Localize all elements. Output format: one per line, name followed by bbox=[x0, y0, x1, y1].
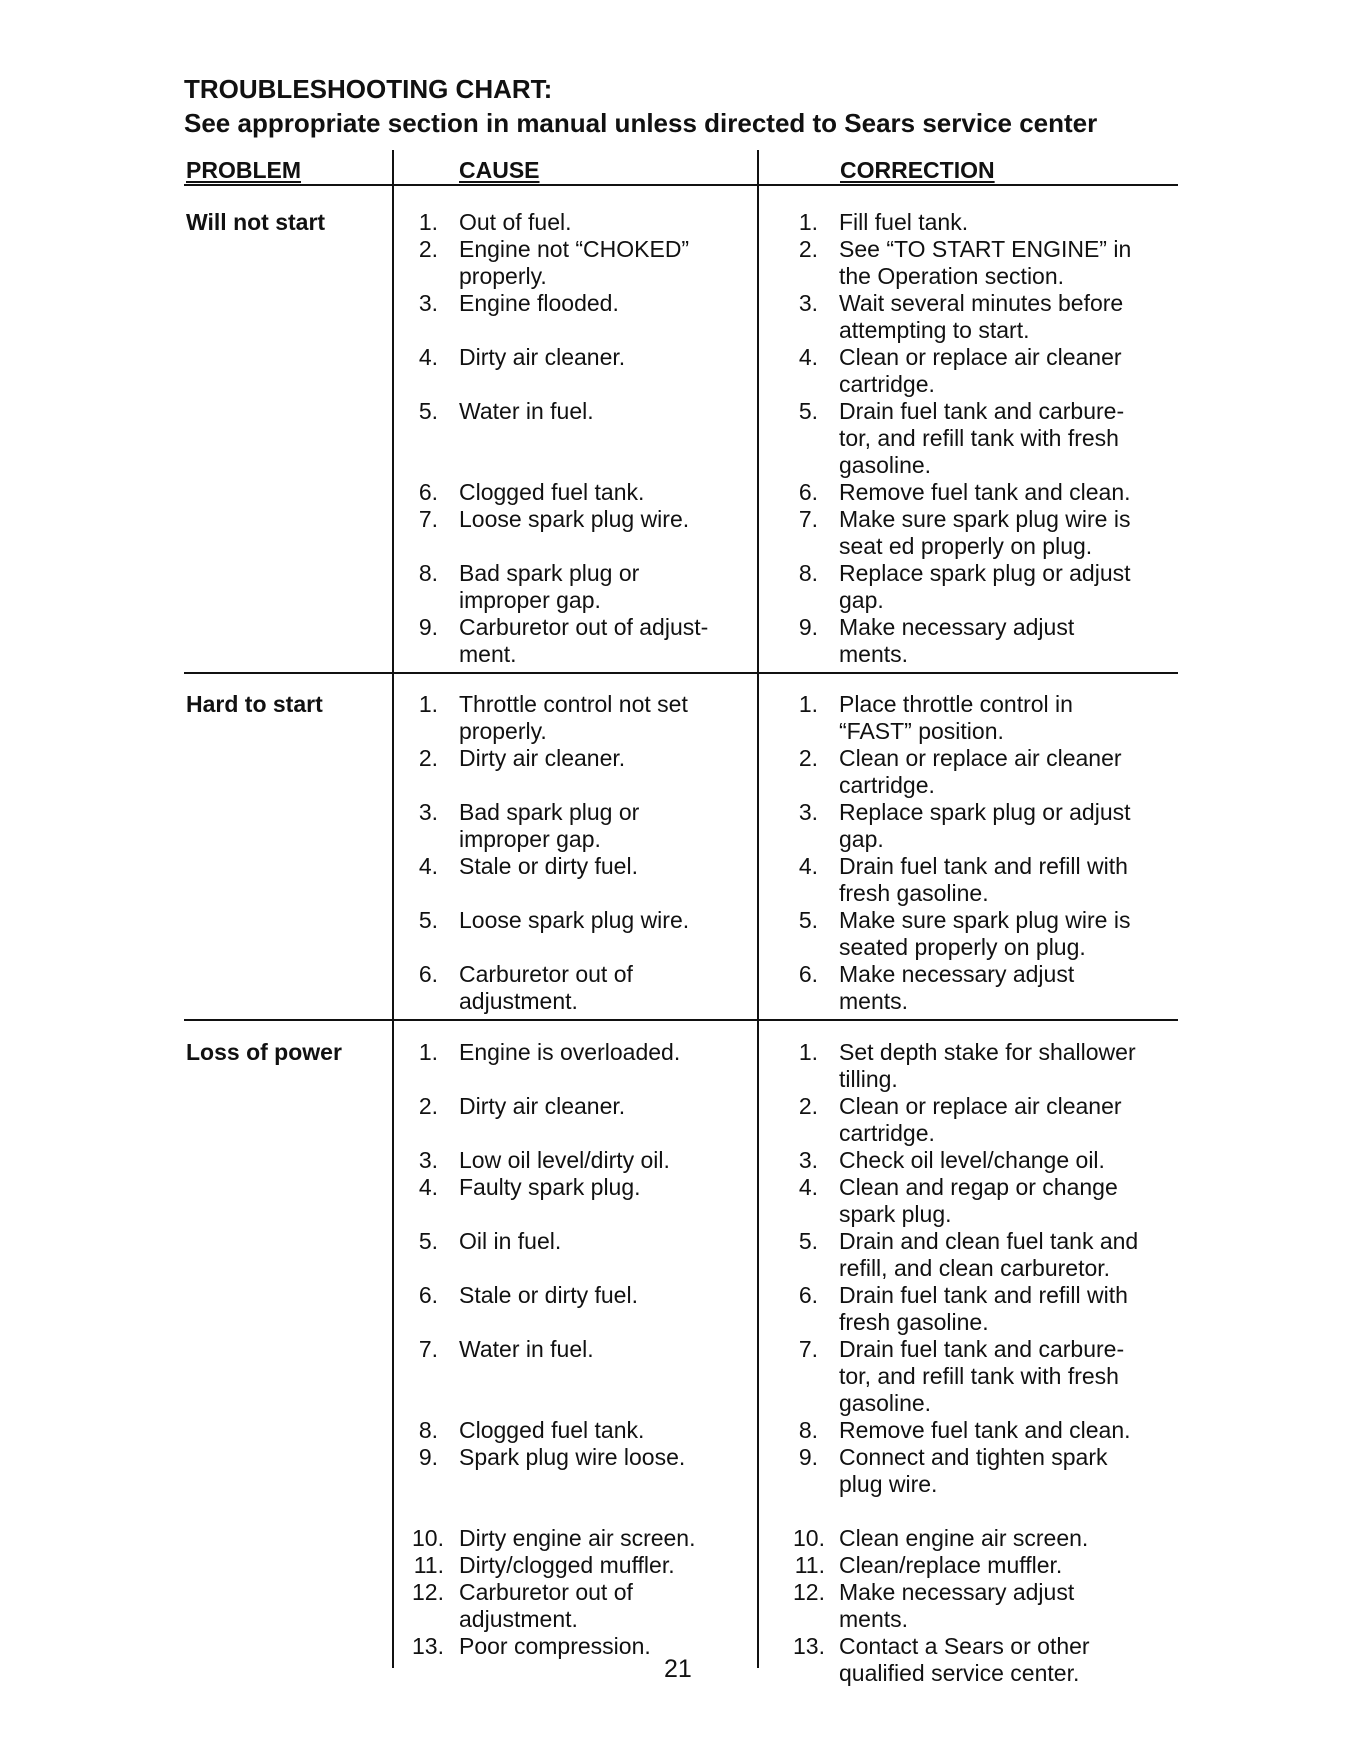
correction-number: 9. bbox=[798, 1444, 818, 1470]
section-divider bbox=[184, 672, 1178, 674]
cause-text: Throttle control not set bbox=[459, 691, 688, 717]
cause-number: 4. bbox=[418, 1174, 438, 1200]
correction-text: Wait several minutes before bbox=[839, 290, 1124, 316]
chart-subtitle: See appropriate section in manual unless directed to Sears service center bbox=[184, 108, 1098, 138]
cause-text: Low oil level/dirty oil. bbox=[459, 1147, 670, 1173]
correction-number: 7. bbox=[798, 1336, 818, 1362]
cause-number: 11. bbox=[413, 1552, 444, 1578]
correction-number: 3. bbox=[798, 290, 818, 316]
correction-text: gap. bbox=[839, 826, 884, 852]
correction-text: Make sure spark plug wire is bbox=[839, 907, 1131, 933]
correction-text: attempting to start. bbox=[839, 317, 1030, 343]
cause-text: Engine not “CHOKED” bbox=[459, 236, 690, 262]
cause-text: improper gap. bbox=[459, 587, 601, 613]
cause-number: 6. bbox=[418, 1282, 438, 1308]
cause-text: Poor compression. bbox=[459, 1633, 651, 1659]
cause-number: 4. bbox=[418, 853, 438, 879]
cause-number: 5. bbox=[418, 1228, 438, 1254]
correction-text: Make necessary adjust bbox=[839, 1579, 1075, 1605]
cause-text: Stale or dirty fuel. bbox=[459, 853, 638, 879]
correction-text: Drain and clean fuel tank and bbox=[839, 1228, 1139, 1254]
correction-number: 6. bbox=[798, 1282, 818, 1308]
correction-number: 6. bbox=[798, 479, 818, 505]
problem-label: Hard to start bbox=[186, 691, 323, 717]
correction-text: seat ed properly on plug. bbox=[839, 533, 1093, 559]
cause-number: 4. bbox=[418, 344, 438, 370]
cause-text: Dirty/clogged muffler. bbox=[459, 1552, 675, 1578]
cause-text: Carburetor out of adjust- bbox=[459, 614, 709, 640]
correction-text: fresh gasoline. bbox=[839, 1309, 989, 1335]
correction-text: the Operation section. bbox=[839, 263, 1065, 289]
cause-number: 1. bbox=[418, 1039, 438, 1065]
correction-text: Clean/replace muffler. bbox=[839, 1552, 1063, 1578]
cause-number: 5. bbox=[418, 907, 438, 933]
correction-text: cartridge. bbox=[839, 772, 935, 798]
cause-text: Stale or dirty fuel. bbox=[459, 1282, 638, 1308]
correction-number: 5. bbox=[798, 1228, 818, 1254]
cause-text: Carburetor out of bbox=[459, 961, 633, 987]
correction-number: 8. bbox=[798, 1417, 818, 1443]
correction-text: Drain fuel tank and refill with bbox=[839, 853, 1128, 879]
cause-number: 3. bbox=[418, 1147, 438, 1173]
cause-number: 10. bbox=[412, 1525, 444, 1551]
correction-text: Clean and regap or change bbox=[839, 1174, 1118, 1200]
cause-text: Bad spark plug or bbox=[459, 799, 640, 825]
cause-text: Spark plug wire loose. bbox=[459, 1444, 686, 1470]
correction-text: Clean or replace air cleaner bbox=[839, 1093, 1122, 1119]
correction-number: 12. bbox=[793, 1579, 825, 1605]
cause-number: 1. bbox=[418, 209, 438, 235]
cause-number: 13. bbox=[412, 1633, 444, 1659]
correction-number: 10. bbox=[793, 1525, 825, 1551]
correction-text: tor, and refill tank with fresh bbox=[839, 1363, 1119, 1389]
cause-number: 6. bbox=[418, 479, 438, 505]
cause-number: 8. bbox=[418, 560, 438, 586]
cause-text: adjustment. bbox=[459, 1606, 578, 1632]
cause-text: Loose spark plug wire. bbox=[459, 506, 690, 532]
correction-number: 4. bbox=[798, 1174, 818, 1200]
correction-text: Remove fuel tank and clean. bbox=[839, 479, 1131, 505]
correction-text: Drain fuel tank and refill with bbox=[839, 1282, 1128, 1308]
correction-text: Clean or replace air cleaner bbox=[839, 745, 1122, 771]
cause-text: adjustment. bbox=[459, 988, 578, 1014]
correction-text: gasoline. bbox=[839, 452, 932, 478]
cause-text: Clogged fuel tank. bbox=[459, 1417, 645, 1443]
cause-text: Oil in fuel. bbox=[459, 1228, 562, 1254]
correction-text: Check oil level/change oil. bbox=[839, 1147, 1105, 1173]
correction-number: 9. bbox=[798, 614, 818, 640]
cause-text: Clogged fuel tank. bbox=[459, 479, 645, 505]
cause-text: improper gap. bbox=[459, 826, 601, 852]
correction-number: 6. bbox=[798, 961, 818, 987]
correction-text: Set depth stake for shallower bbox=[839, 1039, 1136, 1065]
column-header-cause: CAUSE bbox=[459, 157, 540, 183]
correction-text: gasoline. bbox=[839, 1390, 932, 1416]
cause-number: 8. bbox=[418, 1417, 438, 1443]
cause-text: Faulty spark plug. bbox=[459, 1174, 641, 1200]
column-header-correction: CORRECTION bbox=[840, 157, 995, 183]
correction-number: 8. bbox=[798, 560, 818, 586]
cause-text: properly. bbox=[459, 263, 547, 289]
correction-text: Drain fuel tank and carbure- bbox=[839, 398, 1125, 424]
correction-text: Make sure spark plug wire is bbox=[839, 506, 1131, 532]
cause-text: properly. bbox=[459, 718, 547, 744]
correction-text: tor, and refill tank with fresh bbox=[839, 425, 1119, 451]
correction-text: seated properly on plug. bbox=[839, 934, 1086, 960]
correction-text: Fill fuel tank. bbox=[839, 209, 969, 235]
correction-number: 4. bbox=[798, 853, 818, 879]
correction-number: 3. bbox=[798, 799, 818, 825]
page-number: 21 bbox=[664, 1655, 692, 1683]
correction-number: 1. bbox=[798, 209, 818, 235]
correction-text: spark plug. bbox=[839, 1201, 952, 1227]
correction-text: Clean or replace air cleaner bbox=[839, 344, 1122, 370]
correction-number: 2. bbox=[798, 745, 818, 771]
cause-number: 6. bbox=[418, 961, 438, 987]
correction-text: Connect and tighten spark bbox=[839, 1444, 1108, 1470]
cause-number: 2. bbox=[418, 236, 438, 262]
correction-text: fresh gasoline. bbox=[839, 880, 989, 906]
correction-text: refill, and clean carburetor. bbox=[839, 1255, 1111, 1281]
header-rule bbox=[184, 184, 1178, 186]
correction-text: Replace spark plug or adjust bbox=[839, 560, 1131, 586]
cause-number: 3. bbox=[418, 799, 438, 825]
column-header-problem: PROBLEM bbox=[186, 157, 301, 183]
cause-number: 1. bbox=[418, 691, 438, 717]
correction-text: Make necessary adjust bbox=[839, 961, 1075, 987]
correction-text: Contact a Sears or other bbox=[839, 1633, 1090, 1659]
section-divider bbox=[184, 1019, 1178, 1021]
cause-text: Dirty air cleaner. bbox=[459, 745, 626, 771]
cause-text: Out of fuel. bbox=[459, 209, 572, 235]
correction-number: 7. bbox=[798, 506, 818, 532]
correction-text: Place throttle control in bbox=[839, 691, 1073, 717]
correction-number: 5. bbox=[798, 907, 818, 933]
cause-text: Dirty engine air screen. bbox=[459, 1525, 696, 1551]
cause-number: 7. bbox=[418, 1336, 438, 1362]
correction-text: cartridge. bbox=[839, 1120, 935, 1146]
cause-text: Engine flooded. bbox=[459, 290, 619, 316]
correction-text: See “TO START ENGINE” in bbox=[839, 236, 1132, 262]
correction-number: 3. bbox=[798, 1147, 818, 1173]
correction-text: tilling. bbox=[839, 1066, 898, 1092]
correction-text: ments. bbox=[839, 988, 909, 1014]
cause-number: 7. bbox=[418, 506, 438, 532]
correction-text: gap. bbox=[839, 587, 884, 613]
chart-title: TROUBLESHOOTING CHART: bbox=[184, 74, 553, 104]
cause-number: 2. bbox=[418, 1093, 438, 1119]
cause-text: Water in fuel. bbox=[459, 398, 594, 424]
correction-number: 1. bbox=[798, 691, 818, 717]
correction-number: 5. bbox=[798, 398, 818, 424]
correction-number: 1. bbox=[798, 1039, 818, 1065]
correction-text: “FAST” position. bbox=[839, 718, 1004, 744]
column-divider-right bbox=[757, 150, 759, 1668]
cause-number: 9. bbox=[418, 1444, 438, 1470]
correction-text: plug wire. bbox=[839, 1471, 938, 1497]
cause-number: 5. bbox=[418, 398, 438, 424]
correction-text: cartridge. bbox=[839, 371, 935, 397]
correction-number: 13. bbox=[793, 1633, 825, 1659]
cause-text: Bad spark plug or bbox=[459, 560, 640, 586]
correction-number: 2. bbox=[798, 1093, 818, 1119]
correction-number: 2. bbox=[798, 236, 818, 262]
cause-text: Dirty air cleaner. bbox=[459, 344, 626, 370]
cause-number: 9. bbox=[418, 614, 438, 640]
cause-text: Dirty air cleaner. bbox=[459, 1093, 626, 1119]
cause-text: Water in fuel. bbox=[459, 1336, 594, 1362]
cause-number: 3. bbox=[418, 290, 438, 316]
cause-number: 2. bbox=[418, 745, 438, 771]
cause-number: 12. bbox=[412, 1579, 444, 1605]
correction-text: Drain fuel tank and carbure- bbox=[839, 1336, 1125, 1362]
cause-text: Carburetor out of bbox=[459, 1579, 633, 1605]
correction-text: ments. bbox=[839, 641, 909, 667]
correction-text: Make necessary adjust bbox=[839, 614, 1075, 640]
correction-text: ments. bbox=[839, 1606, 909, 1632]
correction-text: qualified service center. bbox=[839, 1660, 1080, 1686]
cause-text: Engine is overloaded. bbox=[459, 1039, 681, 1065]
cause-text: Loose spark plug wire. bbox=[459, 907, 690, 933]
column-divider-left bbox=[392, 150, 394, 1668]
problem-label: Loss of power bbox=[186, 1039, 342, 1065]
correction-text: Replace spark plug or adjust bbox=[839, 799, 1131, 825]
correction-text: Remove fuel tank and clean. bbox=[839, 1417, 1131, 1443]
correction-text: Clean engine air screen. bbox=[839, 1525, 1089, 1551]
correction-number: 11. bbox=[794, 1552, 825, 1578]
problem-label: Will not start bbox=[186, 209, 326, 235]
cause-text: ment. bbox=[459, 641, 517, 667]
correction-number: 4. bbox=[798, 344, 818, 370]
